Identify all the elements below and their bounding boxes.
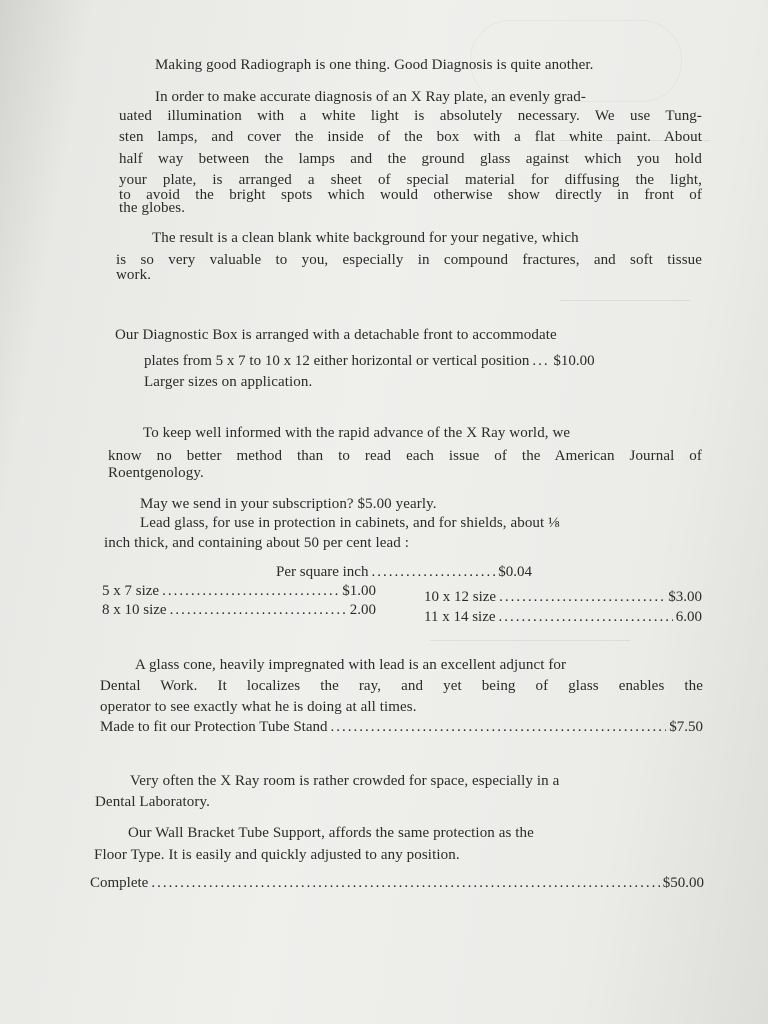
leader-dots [151, 874, 659, 893]
lead-table-header [276, 563, 532, 582]
paragraph-diagnosis-intro: Making good Radiograph is one thing. Good Diagnosis is quite another. [155, 57, 594, 73]
paragraph-illumination-line: your plate, is arranged a sheet of special material for diffusing the light, [119, 172, 702, 188]
size-price: 2.00 [349, 602, 376, 618]
diagnostic-box-sizes: plates from 5 x 7 to 10 x 12 either horizontal or vertical position [144, 353, 530, 369]
diagnostic-box-price-row [144, 352, 702, 371]
size-label: 8 x 10 size [102, 602, 167, 618]
leader-dots [499, 608, 673, 627]
glass-cone-price-label: Made to fit our Protection Tube Stand [100, 719, 328, 735]
journal-line: To keep well informed with the rapid advance of the X Ray world, we [143, 425, 571, 441]
glass-cone-price-row [100, 718, 703, 737]
lead-table-row [102, 601, 376, 620]
leader-dots [170, 601, 347, 620]
journal-line: know no better method than to read each issue of the American Journal of [108, 448, 702, 464]
paragraph-result-line: work. [116, 267, 152, 283]
paragraph-result-line: is so very valuable to you, especially in compound fractures, and soft tissue [116, 252, 702, 268]
lead-table-header-label: Per square inch [276, 564, 369, 580]
glass-cone-line: A glass cone, heavily impregnated with lead is an excellent adjunct for [135, 657, 567, 673]
glass-cone-line: Dental Work. It localizes the ray, and yet being of glass enables the [100, 678, 703, 694]
size-price: $3.00 [668, 589, 702, 605]
size-price: $1.00 [342, 583, 376, 599]
lead-glass-line: inch thick, and containing about 50 per cent lead : [104, 535, 410, 551]
crowded-room-line: Very often the X Ray room is rather crowded for space, especially in a [130, 773, 560, 789]
size-label: 5 x 7 size [102, 583, 160, 599]
diagnostic-box-line: Our Diagnostic Box is arranged with a detachable front to accommodate [115, 327, 557, 343]
paragraph-illumination-line: to avoid the bright spots which would otherwise show directly in front of [119, 187, 702, 203]
size-label: 10 x 12 size [424, 589, 497, 605]
lead-table-row [424, 588, 702, 607]
show-through-line [430, 640, 630, 641]
larger-sizes-line: Larger sizes on application. [144, 374, 313, 390]
leader-dots [499, 588, 665, 607]
glass-cone-price: $7.50 [669, 719, 703, 735]
paragraph-illumination-line: half way between the lamps and the ground glass against which you hold [119, 151, 702, 167]
wall-bracket-line: Floor Type. It is easily and quickly adjusted to any position. [94, 847, 460, 863]
subscription-line: May we send in your subscription? $5.00 yearly. [140, 496, 437, 512]
complete-label: Complete [90, 875, 149, 891]
leader-dots [331, 718, 667, 737]
lead-table-row [424, 608, 702, 627]
lead-glass-line: Lead glass, for use in protection in cabinets, and for shields, about ⅛ [140, 515, 560, 531]
size-label: 11 x 14 size [424, 609, 496, 625]
lead-table-row [102, 582, 376, 601]
leader-dots [371, 563, 495, 582]
complete-price-row [90, 874, 704, 893]
paragraph-illumination-line: In order to make accurate diagnosis of an X Ray plate, an evenly grad- [155, 89, 586, 105]
show-through-line [560, 300, 690, 301]
leader-dots [532, 352, 550, 371]
paragraph-illumination-line: sten lamps, and cover the inside of the box with a flat white paint. About [119, 129, 702, 145]
paragraph-illumination-line: the globes. [119, 200, 186, 216]
complete-price: $50.00 [662, 875, 704, 891]
wall-bracket-line: Our Wall Bracket Tube Support, affords the same protection as the [128, 825, 534, 841]
paragraph-result-line: The result is a clean blank white background for your negative, which [152, 230, 579, 246]
paragraph-illumination-line: uated illumination with a white light is absolutely necessary. We use Tung- [119, 108, 702, 124]
lead-table-header-price: $0.04 [498, 564, 532, 580]
size-price: 6.00 [675, 609, 702, 625]
diagnostic-box-price: $10.00 [553, 353, 595, 369]
crowded-room-line: Dental Laboratory. [95, 794, 210, 810]
journal-line: Roentgenology. [108, 465, 204, 481]
leader-dots [162, 582, 339, 601]
glass-cone-line: operator to see exactly what he is doing at all times. [100, 699, 417, 715]
